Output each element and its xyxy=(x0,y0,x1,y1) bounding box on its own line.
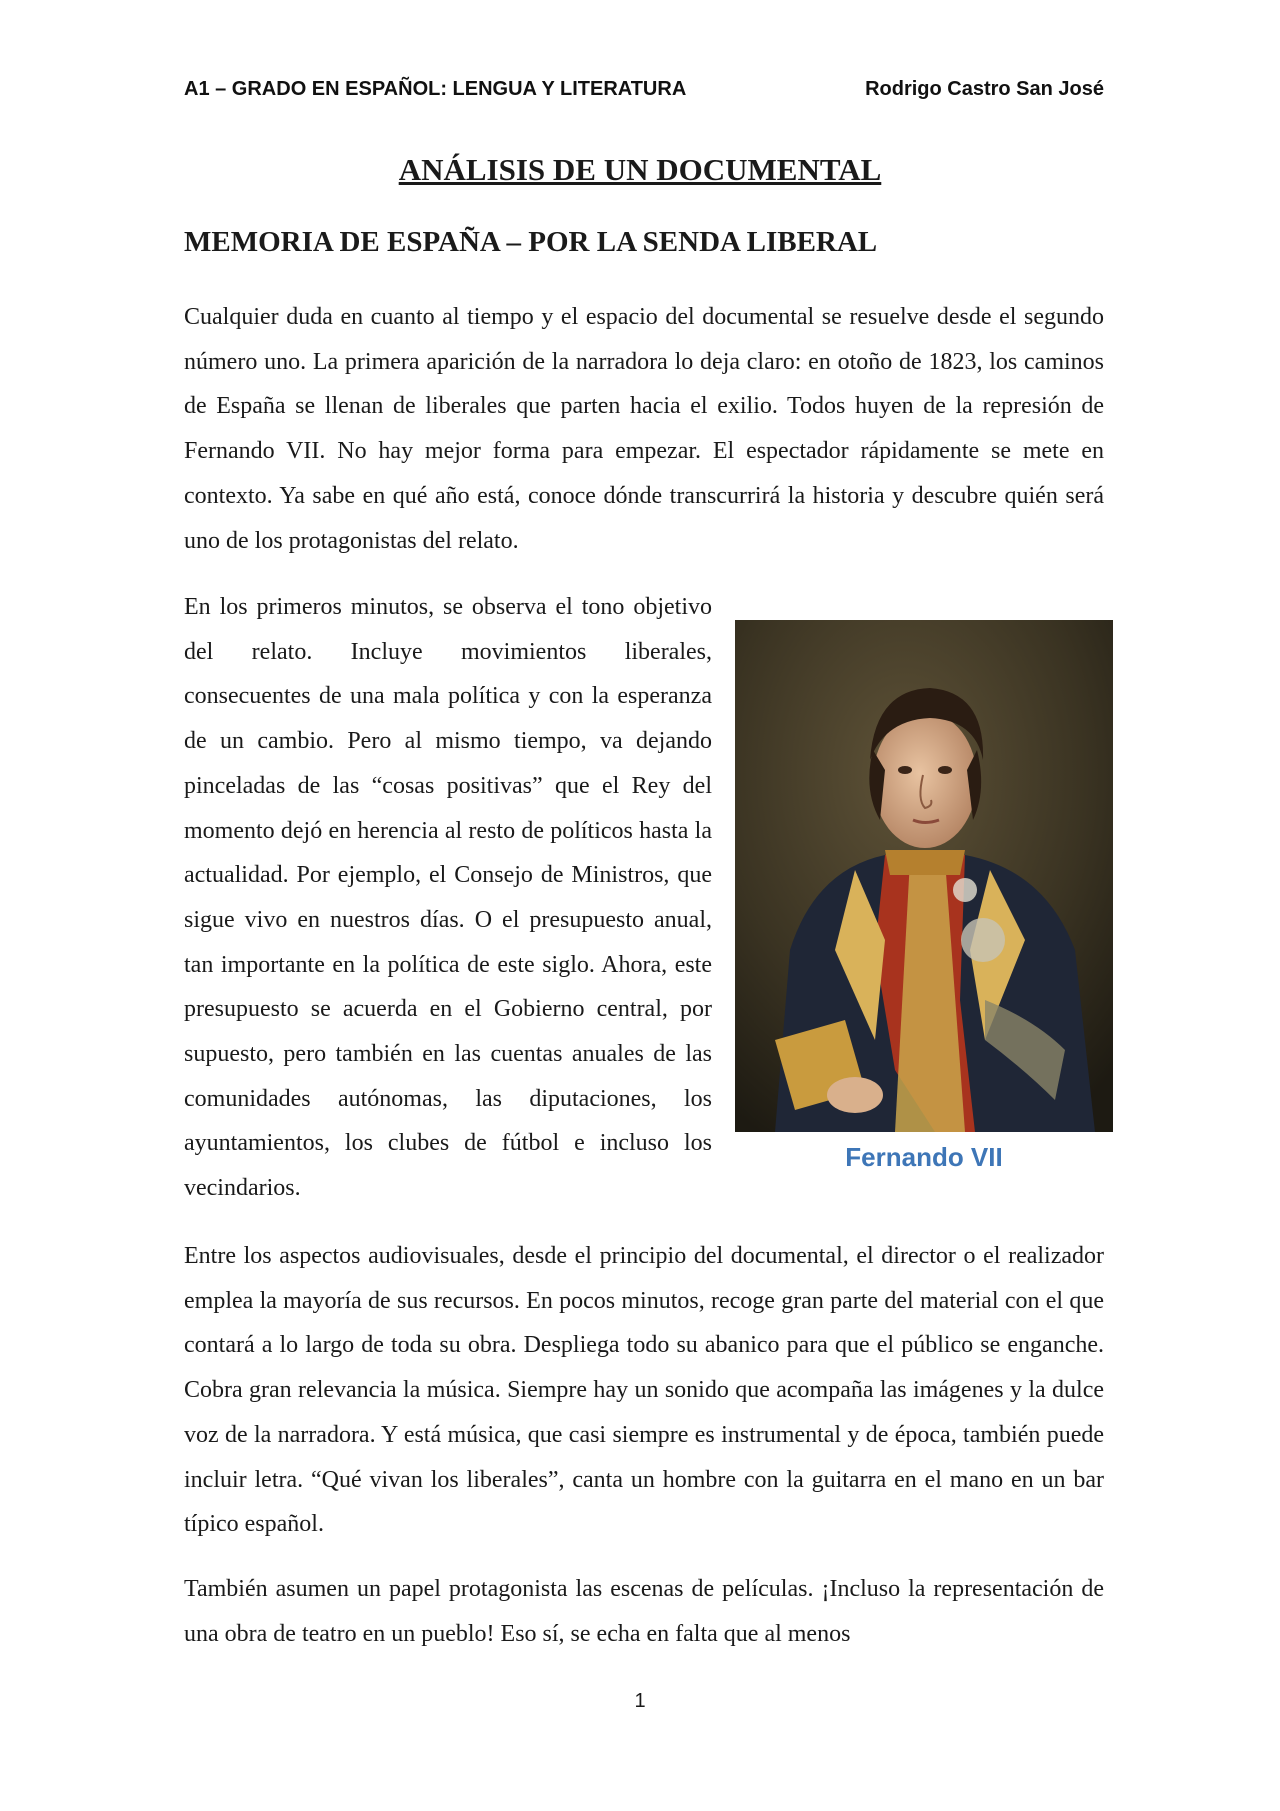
document-subtitle: MEMORIA DE ESPAÑA – POR LA SENDA LIBERAL xyxy=(184,226,878,258)
header-course: A1 – GRADO EN ESPAÑOL: LENGUA Y LITERATURA xyxy=(184,78,687,100)
header-author: Rodrigo Castro San José xyxy=(865,78,1104,100)
portrait-image xyxy=(735,620,1113,1132)
paragraph-3: Entre los aspectos audiovisuales, desde el principio del documental, el director o el realizador emplea la mayoría de sus recursos. En pocos minutos, recoge gran parte del material con el que contará a lo largo de toda su obra. Despliega todo su abanico para que el público se enganche. Cobra gran relevancia la música. Siempre hay un sonido que acompaña las imágenes y la dulce voz de la narradora. Y está música, que casi siempre es instrumental y de época, también puede incluir letra. “Qué vivan los liberales”, canta un hombre con la guitarra en el mano en un bar típico español. xyxy=(184,1243,1104,1538)
paragraph-1: Cualquier duda en cuanto al tiempo y el espacio del documental se resuelve desde el segundo número uno. La primera aparición de la narradora lo deja claro: en otoño de 1823, los caminos de España se llenan de liberales que parten hacia el exilio. Todos huyen de la represión de Fernando VII. No hay mejor forma para empezar. El espectador rápidamente se mete en contexto. Ya sabe en qué año está, conoce dónde transcurrirá la historia y descubre quién será uno de los protagonistas del relato. xyxy=(184,304,1104,554)
document-title: ANÁLISIS DE UN DOCUMENTAL xyxy=(398,152,882,187)
paragraph-4: También asumen un papel protagonista las escenas de películas. ¡Incluso la representación de una obra de teatro en un pueblo! Eso sí, se echa en falta que al menos xyxy=(184,1576,1104,1647)
portrait-caption: Fernando VII xyxy=(845,1142,1003,1172)
page-number: 1 xyxy=(634,1690,646,1712)
paragraph-2: En los primeros minutos, se observa el tono objetivo del relato. Incluye movimientos liberales, consecuentes de una mala política y con la esperanza de un cambio. Pero al mismo tiempo, va dejando pinceladas de las “cosas positivas” que el Rey del momento dejó en herencia al resto de políticos hasta la actualidad. Por ejemplo, el Consejo de Ministros, que sigue vivo en nuestros días. O el presupuesto anual, tan importante en la política de este siglo. Ahora, este presupuesto se acuerda en el Gobierno central, por supuesto, pero también en las cuentas anuales de las comunidades autónomas, las diputaciones, los ayuntamientos, los clubes de fútbol e incluso los vecindarios. xyxy=(184,594,712,1202)
